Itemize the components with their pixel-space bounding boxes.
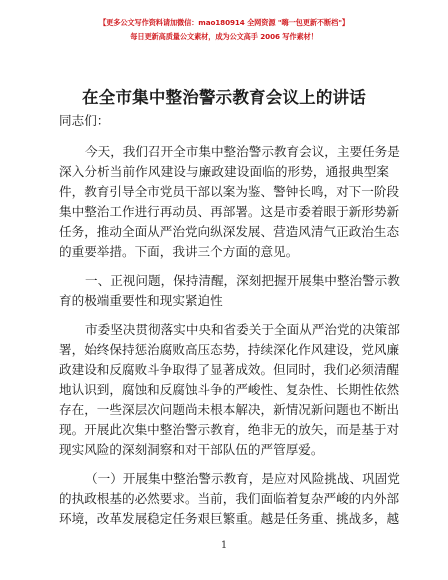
paragraph-line: 署，始终保持惩治腐败高压态势，持续深化作风建设，党风廉 [59,342,400,357]
salutation: 同志们： [59,113,110,128]
paragraph-line: 市委坚决贯彻落实中央和省委关于全面从严治党的决策部 [85,322,400,337]
paragraph-line: 今天，我们召开全市集中整治警示教育会议，主要任务是 [85,144,400,159]
promo-banner-line-1: 【更多公文写作资料请加微信：mao180914 全网资源 "嗨一包更新不断档"】 [99,18,349,27]
paragraph-line: 件，教育引导全市党员干部以案为鉴、警钟长鸣，对下一阶段 [59,184,400,199]
paragraph-line: 存在，一些深层次问题尚未根本解决，新情况新问题也不断出 [59,402,400,417]
section-heading-line: 一、正视问题，保持清醒，深刻把握开展集中整治警示教 [85,273,400,288]
paragraph-line: （一）开展集中整治警示教育，是应对风险挑战、巩固党 [85,471,400,486]
paragraph-line: 集中整治工作进行再动员、再部署。这是市委着眼于新形势新 [59,204,400,219]
paragraph-line: 的重要举措。下面，我讲三个方面的意见。 [59,244,299,259]
paragraph-line: 地认识到，腐蚀和反腐蚀斗争的严峻性、复杂性、长期性依然 [59,382,400,397]
section-heading-line: 育的极端重要性和现实紧迫性 [59,293,223,308]
paragraph-line: 现。开展此次集中整治警示教育，绝非无的放矢，而是基于对 [59,422,400,437]
paragraph-line: 现实风险的深刻洞察和对干部队伍的严管厚爱。 [59,442,324,457]
promo-banner-line-2: 每日更新高质量公文素材，成为公文高手 2006 写作素材！ [130,32,318,41]
document-title: 在全市集中整治警示教育会议上的讲话 [82,88,366,107]
paragraph-line: 环境，改革发展稳定任务艰巨繁重。越是任务重、挑战多，越 [59,511,400,526]
paragraph-line: 深入分析当前作风建设与廉政建设面临的形势，通报典型案 [59,164,389,179]
paragraph-line: 政建设和反腐败斗争取得了显著成效。但同时，我们必须清醒 [59,362,400,377]
paragraph-line: 任务，推动全面从严治党向纵深发展、营造风清气正政治生态 [59,224,400,239]
paragraph-line: 的执政根基的必然要求。当前，我们面临着复杂严峻的内外部 [59,491,400,506]
page-number: 1 [220,540,228,551]
